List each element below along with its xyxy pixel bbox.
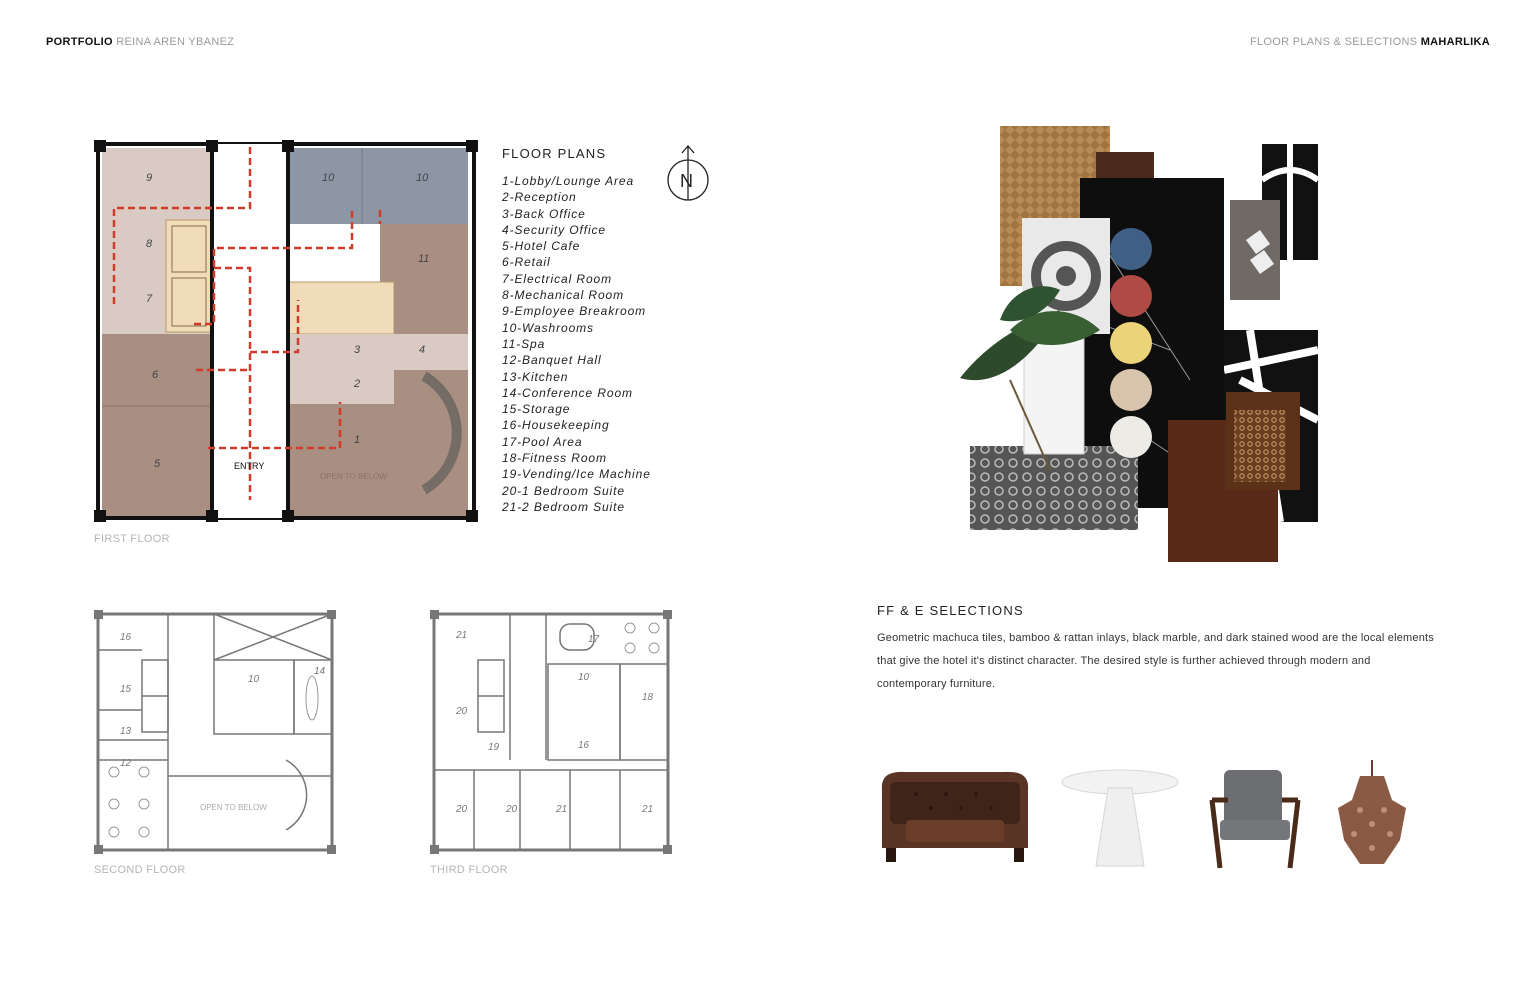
legend-title: FLOOR PLANS [502, 146, 607, 161]
legend-item: 15-Storage [502, 402, 571, 417]
room-16: 16 [578, 740, 590, 751]
first-floor-plan [94, 140, 478, 522]
room-21b: 21 [556, 804, 568, 815]
room-10b: 10 [416, 172, 429, 184]
open-below-label: OPEN TO BELOW [200, 803, 267, 812]
room-15: 15 [120, 684, 132, 695]
room-21a: 21 [456, 630, 468, 641]
legend-item: 6-Retail [502, 255, 551, 270]
room-20a: 20 [456, 706, 468, 717]
open-below-label: OPEN TO BELOW [320, 472, 387, 481]
author-name: REINA AREN YBANEZ [116, 36, 235, 48]
palette-swatch-yellow [1110, 322, 1152, 364]
room-20b: 20 [456, 804, 468, 815]
room-17: 17 [588, 634, 600, 645]
north-arrow-icon [666, 144, 710, 204]
chesterfield-armchair-image [876, 760, 1034, 872]
room-8: 8 [146, 238, 153, 250]
palette-swatch-red [1110, 275, 1152, 317]
room-3: 3 [354, 344, 361, 356]
room-2: 2 [354, 378, 361, 390]
ffe-description: Geometric machuca tiles, bamboo & rattan inlays, black marble, and dark stained wood are the local elements that give the hotel it's distinct character. The desired style is further achieved through modern and contemporary furniture. [877, 632, 1435, 690]
legend-item: 19-Vending/Ice Machine [502, 467, 651, 482]
color-palette [1110, 228, 1154, 458]
room-6: 6 [152, 369, 159, 381]
room-14: 14 [314, 666, 326, 677]
first-floor-caption: FIRST FLOOR [94, 533, 170, 545]
legend-item: 3-Back Office [502, 206, 586, 221]
header-portfolio [46, 36, 234, 48]
legend-item: 13-Kitchen [502, 369, 569, 384]
legend-item: 8-Mechanical Room [502, 288, 625, 303]
room-12: 12 [120, 758, 132, 769]
room-13: 13 [120, 726, 132, 737]
legend-item: 10-Washrooms [502, 320, 594, 335]
room-1: 1 [354, 434, 361, 446]
room-18: 18 [642, 692, 654, 703]
legend-item: 1-Lobby/Lounge Area [502, 174, 635, 188]
room-4: 4 [419, 344, 426, 356]
header-section [1250, 36, 1490, 48]
legend-item: 7-Electrical Room [502, 271, 612, 286]
compass-letter: N [680, 171, 693, 191]
third-floor-caption: THIRD FLOOR [430, 864, 508, 876]
legend-item: 5-Hotel Cafe [502, 239, 581, 254]
room-16: 16 [120, 632, 132, 643]
project-name: MAHARLIKA [1420, 36, 1490, 48]
legend-item: 20-1 Bedroom Suite [502, 483, 625, 498]
legend-item: 12-Banquet Hall [502, 353, 602, 368]
room-11: 11 [418, 253, 430, 265]
second-floor-plan [94, 610, 336, 854]
room-5: 5 [154, 458, 161, 470]
legend-item: 18-Fitness Room [502, 451, 607, 466]
legend-item: 2-Reception [502, 190, 577, 205]
palette-swatch-white [1110, 416, 1152, 458]
lounge-chair-image [1208, 760, 1302, 872]
room-10: 10 [578, 672, 590, 683]
portfolio-label: PORTFOLIO [46, 36, 113, 48]
legend-item: 17-Pool Area [502, 434, 583, 449]
legend-item: 14-Conference Room [502, 385, 633, 400]
room-21c: 21 [642, 804, 654, 815]
room-7: 7 [146, 293, 153, 305]
legend-item: 4-Security Office [502, 222, 606, 237]
room-9: 9 [146, 172, 153, 184]
section-label: FLOOR PLANS & SELECTIONS [1249, 36, 1418, 48]
ffe-title: FF & E SELECTIONS [877, 603, 1024, 618]
room-20c: 20 [506, 804, 518, 815]
marble-side-table-image [1060, 760, 1180, 872]
entry-label: ENTRY [234, 461, 265, 471]
legend-item: 9-Employee Breakroom [502, 304, 647, 319]
palette-swatch-tan [1110, 369, 1152, 411]
legend-item: 21-2 Bedroom Suite [502, 499, 625, 514]
second-floor-caption: SECOND FLOOR [94, 864, 186, 876]
legend-item: 16-Housekeeping [502, 418, 610, 433]
chandelier-image [1330, 760, 1414, 872]
palette-swatch-blue [1110, 228, 1152, 270]
third-floor-plan [430, 610, 672, 854]
room-10: 10 [248, 674, 260, 685]
room-10a: 10 [322, 172, 335, 184]
floor-plan-legend [502, 146, 651, 515]
room-19: 19 [488, 742, 500, 753]
legend-item: 11-Spa [502, 336, 546, 351]
